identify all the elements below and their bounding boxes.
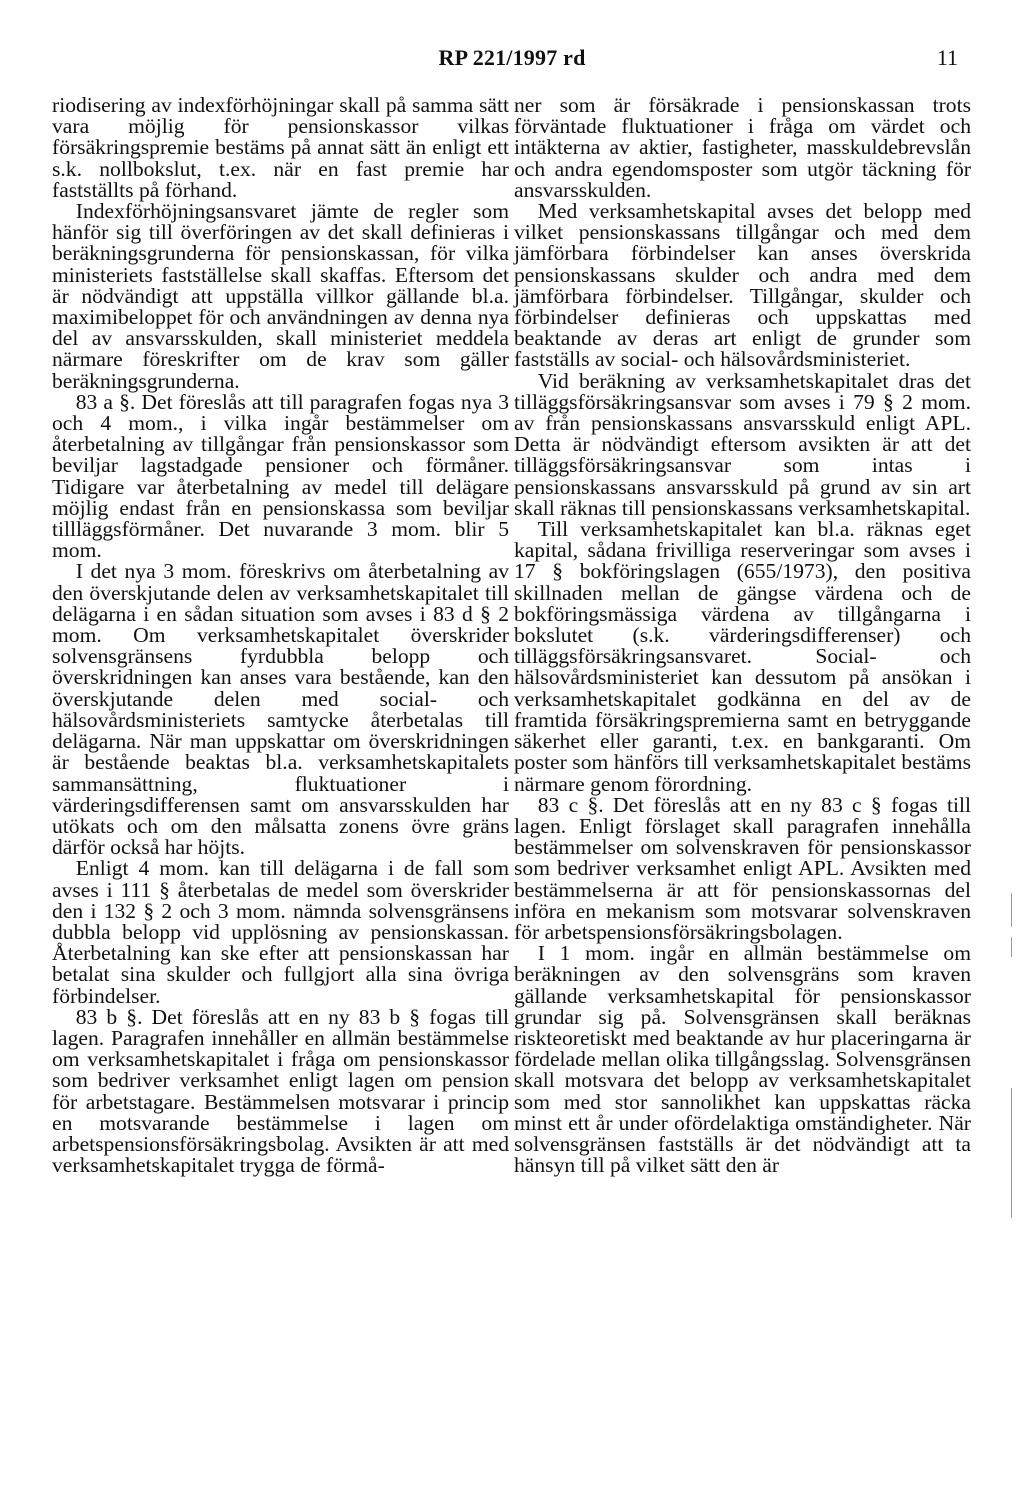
margin-scan-mark	[1011, 1088, 1012, 1218]
paragraph: 83 a §. Det föreslås att till paragrafen fogas nya 3 och 4 mom., i vilka ingår bestämmelser om återbetalning av tillgångar från pensionskassor som beviljar lagstadgade pensioner och förmåner. Tidigare var återbetalning av medel till delägare möjlig endast från en pensionskassa som beviljar tillläggsförmåner. Det nuvarande 3 mom. blir 5 mom.	[52, 389, 509, 563]
paragraph: Enligt 4 mom. kan till delägarna i de fall som avses i 111 § återbetalas de medel som överskrider den i 132 § 2 och 3 mom. nämnda solvensgränsens dubbla belopp vid upplösning av pensionskassan. Återbetalning kan ske efter att pensionskassan har betalat sina skulder och fullgjort alla sina övriga förbindelser.	[52, 856, 509, 1008]
running-header-title: RP 221/1997 rd	[438, 45, 586, 70]
paragraph: Med verksamhetskapital avses det belopp med vilket pensionskassans tillgångar och med dem jämförbara förbindelser kan anses överskrida pensionskassans skulder och andra med dem jämförbara förbindelser. Tillgångar, skulder och förbindelser definieras och uppskattas med beaktande av deras art enligt de grunder som fastställs av social- och hälsovårdsministeriet.	[514, 199, 971, 372]
paragraph: riodisering av indexförhöjningar skall på samma sätt vara möjlig för pensionskassor vilkas försäkringspremie bestäms på annat sätt än enligt ett s.k. nollbokslut, t.ex. när en fast premie har fastställts på förhand.	[52, 93, 509, 202]
paragraph: Vid beräkning av verksamhetskapitalet dras det tilläggsförsäkringsansvar som avses i 79 § 2 mom. av från pensionskassans ansvarsskuld enligt APL. Detta är nödvändigt eftersom avsikten är att det tilläggsförsäkringsansvar som intas i pensionskassans ansvarsskuld på grund av sin art skall räknas till pensionskassans verksamhetskapital.	[514, 368, 971, 520]
paragraph: I 1 mom. ingår en allmän bestämmelse om beräkningen av den solvensgräns som kraven gällande verksamhetskapital för pensionskassor grundar sig på. Solvensgränsen skall beräknas riskteoretiskt med beaktande av hur placeringarna är fördelade mellan olika tillgångsslag. Solvensgränsen skall motsvara det belopp av verksamhetskapitalet som med stor sannolikhet kan uppskattas räcka minst ett år under ofördelaktiga omständigheter. När solvensgränsen fastställs är det nödvändigt att ta hänsyn till på vilket sätt den är	[514, 941, 971, 1178]
margin-scan-mark	[1011, 893, 1012, 927]
paragraph: Till verksamhetskapitalet kan bl.a. räknas eget kapital, sådana frivilliga reserveringar som avses i 17 § bokföringslagen (655/1973), den positiva skillnaden mellan de gängse värdena och de bokföringsmässiga värdena av tillgångarna i bokslutet (s.k. värderingsdifferenser) och tilläggsförsäkringsansvaret. Social- och hälsovårdsministeriet kan dessutom på ansökan i verksamhetskapitalet godkänna en del av de framtida försäkringspremierna samt en betryggande säkerhet eller garanti, t.ex. en bankgaranti. Om poster som hänförs till verksamhetskapitalet bestäms närmare genom förordning.	[514, 517, 971, 796]
right-column	[514, 95, 971, 1176]
margin-scan-mark	[1011, 937, 1012, 957]
left-column	[52, 95, 509, 1176]
paragraph: 83 b §. Det föreslås att en ny 83 b § fogas till lagen. Paragrafen innehåller en allmän bestämmelse om verksamhetskapitalet i fråga om pensionskassor som bedriver verksamhet enligt lagen om pension för arbetstagare. Bestämmelsen motsvarar i princip en motsvarande bestämmelse i lagen om arbetspensionsförsäkringsbolag. Avsikten är att med verksamhetskapitalet trygga de förmå-	[52, 1004, 509, 1178]
paragraph: I det nya 3 mom. föreskrivs om återbetalning av den överskjutande delen av verksamhetskapitalet till delägarna i en sådan situation som avses i 83 d § 2 mom. Om verksamhetskapitalet överskrider solvensgränsens fyrdubbla belopp och överskridningen kan anses vara bestående, kan den överskjutande delen med social- och hälsovårdsministeriets samtycke återbetalas till delägarna. När man uppskattar om överskridningen är bestående beaktas bl.a. verksamhetskapitalets sammansättning, fluktuationer i värderingsdifferensen samt om ansvarsskulden har utökats och om den målsatta zonens övre gräns därför också har höjts.	[52, 559, 509, 860]
paragraph: 83 c §. Det föreslås att en ny 83 c § fogas till lagen. Enligt förslaget skall paragrafen innehålla bestämmelser om solvenskraven för pensionskassor som bedriver verksamhet enligt APL. Avsikten med bestämmelserna är att för pensionskassornas del införa en mekanism som motsvarar solvenskraven för arbetspensionsförsäkringsbolagen.	[514, 792, 971, 944]
page-number: 11	[936, 45, 958, 70]
paragraph: ner som är försäkrade i pensionskassan trots förväntade fluktuationer i fråga om värdet och intäkterna av aktier, fastigheter, masskuldebrevslån och andra egendomsposter som utgör täckning för ansvarsskulden.	[514, 93, 971, 202]
paragraph: Indexförhöjningsansvaret jämte de regler som hänför sig till överföringen av det skall definieras i beräkningsgrunderna för pensionskassan, för vilka ministeriets fastställelse skall skaffas. Eftersom det är nödvändigt att uppställa villkor gällande bl.a. maximibeloppet för och användningen av denna nya del av ansvarsskulden, skall ministeriet meddela närmare föreskrifter om de krav som gäller beräkningsgrunderna.	[52, 199, 509, 393]
